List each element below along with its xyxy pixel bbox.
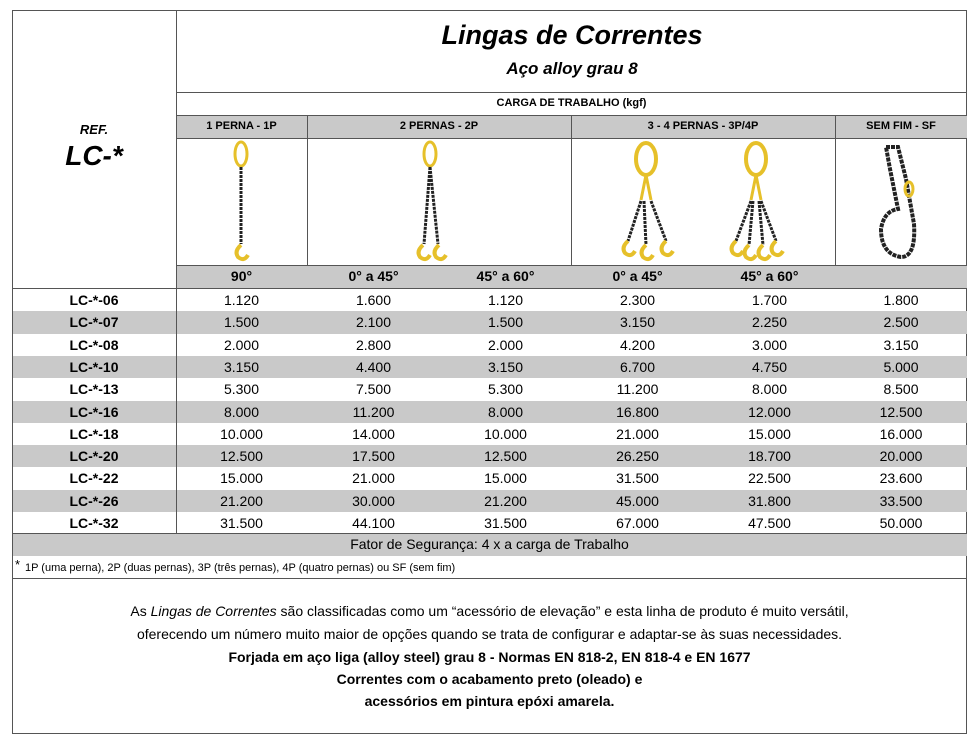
- group-sf: SEM FIM - SF: [866, 120, 936, 132]
- load-value: 2.000: [223, 336, 260, 353]
- load-value: 8.000: [751, 381, 788, 398]
- load-value: 8.500: [883, 381, 919, 398]
- load-value: 1.800: [883, 292, 919, 308]
- load-value: 21.000: [352, 470, 395, 487]
- load-value: 1.700: [751, 292, 788, 308]
- description-line-4: Correntes com o acabamento preto (oleado) e: [336, 671, 643, 687]
- angle-label: 45° a 60°: [476, 268, 535, 284]
- row-ref: LC-*-06: [69, 292, 119, 308]
- load-value: 4.400: [355, 358, 392, 375]
- footnote: 1P (uma perna), 2P (duas pernas), 3P (três pernas), 4P (quatro pernas) ou SF (sem fim): [25, 562, 456, 574]
- load-value: 2.250: [751, 314, 788, 331]
- four-leg-sling-image: [732, 143, 783, 259]
- load-value: 1.600: [355, 292, 392, 308]
- load-value: 15.000: [484, 470, 527, 487]
- load-value: 12.000: [748, 403, 791, 420]
- row-ref: LC-*-16: [69, 403, 119, 420]
- ref-label: REF.: [79, 122, 109, 137]
- load-value: 31.500: [220, 515, 263, 531]
- row-ref: LC-*-22: [69, 470, 119, 487]
- load-value: 2.300: [619, 292, 656, 308]
- safety-factor: Fator de Segurança: 4 x a carga de Trabalho: [350, 536, 629, 552]
- load-value: 30.000: [352, 492, 395, 509]
- ref-code: LC-*: [65, 140, 123, 171]
- load-value: 17.500: [352, 448, 395, 465]
- load-value: 31.800: [748, 492, 791, 509]
- load-value: 3.150: [619, 314, 656, 331]
- load-value: 12.500: [879, 403, 923, 420]
- load-value: 3.000: [751, 336, 788, 353]
- angle-label: 0° a 45°: [612, 268, 663, 284]
- load-value: 1.120: [487, 292, 524, 308]
- load-value: 4.750: [751, 358, 788, 375]
- three-leg-sling-image: [624, 143, 673, 259]
- load-value: 12.500: [484, 448, 527, 465]
- load-value: 2.000: [487, 336, 524, 353]
- load-value: 33.500: [879, 492, 923, 509]
- sling-images: [176, 139, 967, 265]
- load-value: 2.500: [883, 314, 919, 331]
- load-value: 3.150: [223, 358, 260, 375]
- load-value: 16.800: [616, 403, 659, 420]
- load-value: 21.200: [484, 492, 527, 509]
- load-value: 1.500: [487, 314, 524, 331]
- load-value: 5.000: [883, 358, 919, 375]
- single-leg-sling-image: [235, 142, 248, 259]
- load-value: 8.000: [487, 403, 524, 420]
- group-3p4p: 3 - 4 PERNAS - 3P/4P: [647, 120, 759, 132]
- footnote-mark: *: [15, 557, 21, 572]
- load-value: 67.000: [616, 515, 659, 531]
- load-value: 45.000: [616, 492, 659, 509]
- load-value: 11.200: [352, 403, 395, 420]
- load-value: 5.300: [223, 381, 260, 398]
- load-value: 7.500: [355, 381, 392, 398]
- load-value: 20.000: [879, 448, 923, 465]
- description-line-1: As Lingas de Correntes são classificadas como um “acessório de elevação” e esta linha de produto é muito versátil,: [130, 603, 849, 619]
- endless-sling-image: [881, 147, 914, 257]
- load-value: 50.000: [879, 515, 923, 531]
- load-value: 4.200: [619, 336, 656, 353]
- load-value: 3.150: [883, 336, 919, 353]
- angle-label: 90°: [230, 268, 253, 284]
- load-value: 6.700: [619, 358, 656, 375]
- row-ref: LC-*-07: [69, 314, 119, 331]
- load-value: 2.100: [355, 314, 392, 331]
- group-2p: 2 PERNAS - 2P: [399, 120, 479, 132]
- description-line-3: Forjada em aço liga (alloy steel) grau 8 - Normas EN 818-2, EN 818-4 e EN 1677: [228, 649, 751, 665]
- angle-label: 0° a 45°: [348, 268, 399, 284]
- load-value: 3.150: [487, 358, 524, 375]
- angle-label: 45° a 60°: [740, 268, 799, 284]
- page-subtitle: Aço alloy grau 8: [506, 59, 638, 78]
- load-value: 1.500: [223, 314, 260, 331]
- row-ref: LC-*-10: [69, 358, 119, 375]
- row-ref: LC-*-26: [69, 492, 119, 509]
- load-value: 15.000: [748, 425, 791, 442]
- load-value: 15.000: [220, 470, 263, 487]
- load-value: 1.120: [223, 292, 260, 308]
- group-1p: 1 PERNA - 1P: [206, 120, 277, 132]
- load-value: 31.500: [484, 515, 527, 531]
- description-line-5: acessórios em pintura epóxi amarela.: [364, 693, 615, 709]
- description-line-2: oferecendo um número muito maior de opções quando se trata de configurar e adaptar-se às suas necessidades.: [136, 626, 843, 642]
- row-ref: LC-*-20: [69, 448, 119, 465]
- load-value: 21.200: [220, 492, 263, 509]
- page-title: Lingas de Correntes: [441, 20, 703, 50]
- load-value: 11.200: [616, 381, 659, 398]
- load-value: 26.250: [616, 448, 659, 465]
- row-ref: LC-*-08: [69, 336, 119, 353]
- load-value: 18.700: [748, 448, 791, 465]
- load-value: 47.500: [748, 515, 791, 531]
- row-ref: LC-*-32: [69, 515, 119, 531]
- load-value: 44.100: [352, 515, 395, 531]
- load-value: 31.500: [616, 470, 659, 487]
- load-value: 10.000: [484, 425, 527, 442]
- load-value: 10.000: [220, 425, 263, 442]
- load-value: 2.800: [355, 336, 392, 353]
- load-value: 5.300: [487, 381, 524, 398]
- load-value: 23.600: [879, 470, 923, 487]
- load-value: 8.000: [223, 403, 260, 420]
- load-value: 16.000: [879, 425, 923, 442]
- load-value: 21.000: [616, 425, 659, 442]
- load-value: 22.500: [748, 470, 791, 487]
- row-ref: LC-*-13: [69, 381, 119, 398]
- load-value: 12.500: [220, 448, 263, 465]
- two-leg-sling-image: [419, 142, 446, 259]
- row-ref: LC-*-18: [69, 425, 119, 442]
- load-header: CARGA DE TRABALHO (kgf): [496, 97, 647, 109]
- load-value: 14.000: [352, 425, 395, 442]
